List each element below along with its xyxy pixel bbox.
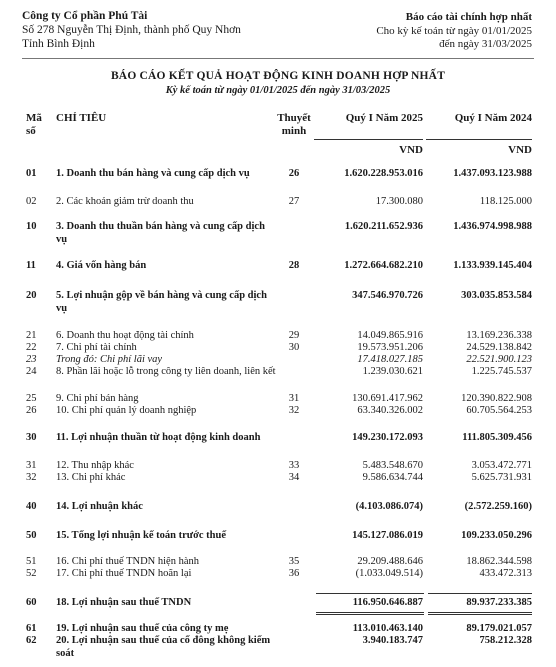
row-code: 23 (26, 354, 37, 365)
row-value-q1-2025: 347.546.970.726 (352, 290, 423, 301)
row-value-q1-2025: 17.418.027.185 (357, 354, 423, 365)
row-label: 13. Chi phí khác (56, 472, 126, 483)
row-label: 3. Doanh thu thuần bán hàng và cung cấp dịch vụ (56, 221, 265, 245)
row-value-q1-2024: 60.705.564.253 (466, 405, 532, 416)
row-value-q1-2024: 1.437.093.123.988 (453, 168, 532, 179)
row-label: 2. Các khoản giảm trừ doanh thu (56, 196, 194, 207)
row-code: 20 (26, 290, 37, 301)
period-line2: đến ngày 31/03/2025 (439, 38, 532, 50)
row-label: 14. Lợi nhuận khác (56, 501, 143, 512)
row-code: 51 (26, 556, 37, 567)
double-underline-q1-2025 (316, 612, 424, 615)
report-subtitle: Kỳ kế toán từ ngày 01/01/2025 đến ngày 31/03/2025 (165, 85, 391, 96)
row-value-q1-2025: 63.340.326.002 (357, 405, 423, 416)
row-value-q1-2025: 130.691.417.962 (352, 393, 423, 404)
row-code: 25 (26, 393, 37, 404)
row-value-q1-2025: 113.010.463.140 (352, 623, 423, 634)
row-label: 8. Phần lãi hoặc lỗ trong công ty liên doanh, liên kết (56, 366, 276, 377)
row-value-q1-2024: 1.133.939.145.404 (453, 260, 532, 271)
row-code: 24 (26, 366, 37, 377)
column-q1-2025-underline (314, 139, 423, 140)
row-code: 50 (26, 530, 37, 541)
row-code: 11 (26, 260, 36, 271)
row-value-q1-2025: 17.300.080 (375, 196, 423, 207)
report-period-header (376, 11, 532, 52)
row-note: 34 (288, 472, 300, 483)
company-address-line1: Số 278 Nguyễn Thị Định, thành phố Quy Nhơn (22, 24, 241, 36)
row-value-q1-2024: 433.472.313 (479, 568, 532, 579)
row-value-q1-2025: 1.620.211.652.936 (344, 221, 423, 232)
row-value-q1-2024: (2.572.259.160) (464, 501, 532, 512)
row-label: 9. Chi phí bán hàng (56, 393, 139, 404)
row-code: 32 (26, 472, 37, 483)
company-header (22, 9, 241, 51)
row-value-q1-2024: 118.125.000 (479, 196, 532, 207)
row-value-q1-2024: 24.529.138.842 (466, 342, 532, 353)
row-value-q1-2025: 1.239.030.621 (362, 366, 423, 377)
row-label: 20. Lợi nhuận sau thuế của cổ đông không kiểm soát (56, 635, 271, 659)
column-code-header: Mã số (26, 112, 42, 137)
row-value-q1-2025: 116.950.646.887 (352, 597, 423, 608)
row-label: 6. Doanh thu hoạt động tài chính (56, 330, 194, 341)
row-value-q1-2025: 29.209.488.646 (357, 556, 423, 567)
row-value-q1-2024: 89.937.233.385 (466, 597, 532, 608)
row-label: 18. Lợi nhuận sau thuế TNDN (56, 597, 192, 608)
row-label: 15. Tổng lợi nhuận kế toán trước thuế (56, 530, 227, 541)
row-value-q1-2024: 89.179.021.057 (466, 623, 532, 634)
row-value-q1-2025: 145.127.086.019 (352, 530, 423, 541)
row-value-q1-2025: 5.483.548.670 (362, 460, 423, 471)
row-value-q1-2024: 109.233.050.296 (461, 530, 532, 541)
row-note: 26 (288, 168, 300, 179)
row-value-q1-2024: 13.169.236.338 (466, 330, 532, 341)
row-note: 35 (288, 556, 300, 567)
column-q1-2024-header: Quý I Năm 2024 (454, 112, 532, 124)
row-code: 26 (26, 405, 37, 416)
row-note: 29 (288, 330, 300, 341)
row-value-q1-2025: 14.049.865.916 (357, 330, 423, 341)
row-code: 01 (26, 168, 37, 179)
row-code: 10 (26, 221, 37, 232)
row-label: 11. Lợi nhuận thuần từ hoạt động kinh doanh (56, 432, 261, 443)
column-q1-2024-underline (426, 139, 532, 140)
unit-q1-2024: VND (508, 144, 532, 156)
column-q1-2025-header: Quý I Năm 2025 (345, 112, 423, 124)
company-address-line2: Tỉnh Bình Định (22, 38, 95, 50)
report-title: BÁO CÁO KẾT QUẢ HOẠT ĐỘNG KINH DOANH HỢP NHẤT (110, 70, 446, 82)
row-value-q1-2024: 111.805.309.456 (462, 432, 532, 443)
row-value-q1-2024: 22.521.900.123 (466, 354, 532, 365)
row-code: 61 (26, 623, 37, 634)
row-code: 31 (26, 460, 37, 471)
row-value-q1-2024: 758.212.328 (479, 635, 532, 646)
report-type: Báo cáo tài chính hợp nhất (405, 11, 532, 23)
row-code: 02 (26, 196, 37, 207)
row-label: 12. Thu nhập khác (56, 460, 134, 471)
row-value-q1-2025: 19.573.951.206 (357, 342, 423, 353)
row-note: 28 (288, 260, 300, 271)
row-value-q1-2024: 303.035.853.584 (461, 290, 532, 301)
total-line-q1-2024 (428, 593, 532, 594)
row-value-q1-2024: 5.625.731.931 (471, 472, 532, 483)
header-divider (22, 58, 534, 59)
unit-q1-2025: VND (399, 144, 423, 156)
row-value-q1-2025: 149.230.172.093 (352, 432, 423, 443)
row-label: 10. Chi phí quản lý doanh nghiệp (56, 405, 197, 416)
company-name: Công ty Cổ phần Phú Tài (22, 10, 148, 22)
row-note: 36 (288, 568, 300, 579)
row-code: 30 (26, 432, 37, 443)
row-note: 30 (288, 342, 300, 353)
row-label: Trong đó: Chi phí lãi vay (56, 354, 163, 365)
total-line-q1-2025 (316, 593, 424, 594)
row-code: 62 (26, 635, 37, 646)
column-note-header: Thuyết minh (277, 112, 311, 137)
row-value-q1-2025: 1.272.664.682.210 (344, 260, 423, 271)
row-note: 31 (288, 393, 300, 404)
row-value-q1-2024: 3.053.472.771 (471, 460, 532, 471)
row-note: 33 (288, 460, 300, 471)
row-label: 5. Lợi nhuận gộp về bán hàng và cung cấp dịch vụ (56, 290, 267, 314)
row-label: 4. Giá vốn hàng bán (56, 260, 147, 271)
row-label: 17. Chi phí thuế TNDN hoãn lại (56, 568, 192, 579)
row-label: 7. Chi phí tài chính (56, 342, 137, 353)
row-label: 16. Chi phí thuế TNDN hiện hành (56, 556, 200, 567)
row-value-q1-2024: 120.390.822.908 (461, 393, 532, 404)
row-code: 40 (26, 501, 37, 512)
row-label: 19. Lợi nhuận sau thuế của công ty mẹ (56, 623, 229, 634)
row-label: 1. Doanh thu bán hàng và cung cấp dịch vụ (56, 168, 250, 179)
double-underline-q1-2024 (428, 612, 532, 615)
row-value-q1-2024: 1.225.745.537 (471, 366, 532, 377)
row-value-q1-2024: 1.436.974.998.988 (453, 221, 532, 232)
row-value-q1-2025: (4.103.086.074) (355, 501, 423, 512)
period-line1: Cho kỳ kế toán từ ngày 01/01/2025 (376, 24, 532, 37)
row-code: 21 (26, 330, 37, 341)
row-code: 22 (26, 342, 37, 353)
row-value-q1-2024: 18.862.344.598 (466, 556, 532, 567)
row-code: 60 (26, 597, 37, 608)
row-value-q1-2025: 3.940.183.747 (362, 635, 423, 646)
row-value-q1-2025: (1.033.049.514) (355, 568, 423, 579)
row-value-q1-2025: 1.620.228.953.016 (344, 168, 423, 179)
row-code: 52 (26, 568, 37, 579)
row-value-q1-2025: 9.586.634.744 (362, 472, 423, 483)
row-note: 32 (288, 405, 300, 416)
row-note: 27 (288, 196, 300, 207)
column-item-header: CHỈ TIÊU (56, 112, 107, 124)
